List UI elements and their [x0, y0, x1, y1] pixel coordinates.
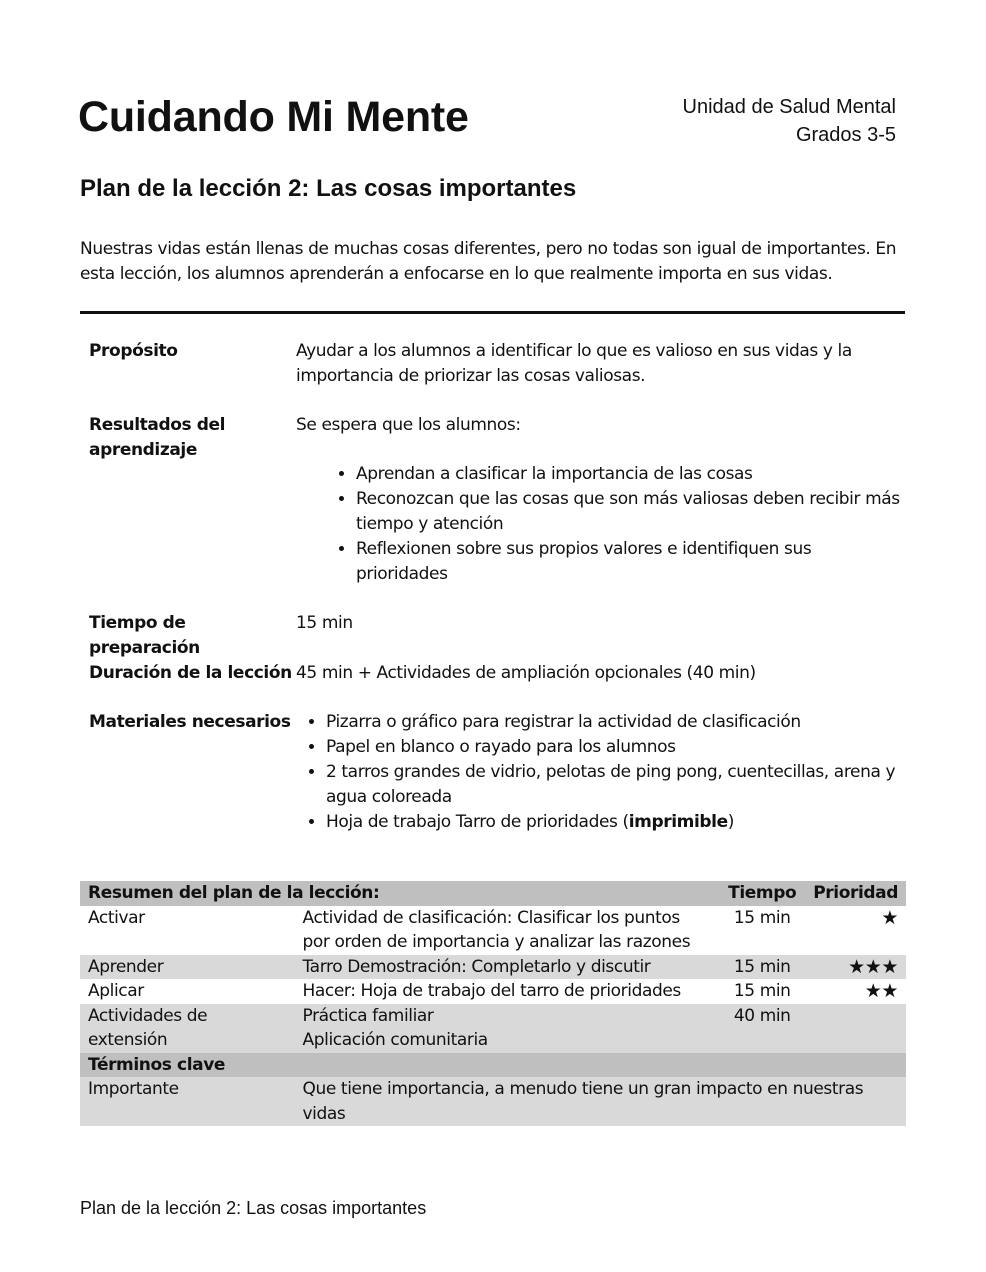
duration-row [89, 661, 905, 686]
page-title: Cuidando Mi Mente [78, 93, 469, 141]
purpose-row [89, 339, 905, 389]
outcome-item: • Reflexionen sobre sus propios valores e identifiquen sus prioridades [356, 537, 905, 587]
outcome-item: • Aprendan a clasificar la importancia de las cosas [356, 462, 905, 487]
materials-list [296, 710, 905, 835]
phase-cell: Actividades de extensión [80, 1004, 295, 1053]
term-cell: Importante [80, 1077, 295, 1126]
material-close: ) [727, 812, 734, 832]
phase-cell: Aplicar [80, 979, 295, 1004]
outcomes-intro: Se espera que los alumnos: [296, 415, 521, 435]
time-cell: 15 min [719, 955, 805, 980]
material-text: Hoja de trabajo Tarro de prioridades ( [326, 812, 629, 832]
lesson-title: Plan de la lección 2: Las cosas importantes [80, 175, 577, 202]
time-header: Tiempo [719, 881, 805, 906]
priority-stars: ★ [805, 906, 906, 955]
duration-label: Duración de la lección [89, 663, 292, 683]
table-row [80, 1004, 906, 1053]
printable-link[interactable]: imprimible [628, 812, 728, 832]
material-item: • 2 tarros grandes de vidrio, pelotas de ping pong, cuentecillas, arena y agua coloreada [326, 760, 905, 810]
duration-value: 45 min + Actividades de ampliación opcionales (40 min) [296, 663, 756, 683]
time-cell: 15 min [719, 979, 805, 1004]
activity-line: Aplicación comunitaria [302, 1030, 488, 1050]
priority-stars: ★★ [805, 979, 906, 1004]
key-terms-header: Términos clave [80, 1053, 295, 1078]
term-row [80, 1077, 906, 1126]
materials-row [89, 710, 905, 835]
prep-row [89, 611, 905, 661]
priority-header: Prioridad [805, 881, 906, 906]
key-terms-header-row [80, 1053, 906, 1078]
unit-info [683, 93, 896, 149]
divider [80, 311, 905, 314]
outcomes-label: Resultados del aprendizaje [89, 415, 226, 460]
time-cell: 15 min [719, 906, 805, 955]
grade-range: Grados 3-5 [795, 124, 896, 146]
priority-stars [805, 1004, 906, 1053]
table-row [80, 979, 906, 1004]
table-row [80, 955, 906, 980]
purpose-label: Propósito [89, 341, 178, 361]
lesson-summary-table [80, 881, 906, 1126]
definition-cell: Que tiene importancia, a menudo tiene un gran impacto en nuestras vidas [295, 1077, 906, 1126]
time-cell: 40 min [719, 1004, 805, 1053]
outcome-item: • Reconozcan que las cosas que son más valiosas deben recibir más tiempo y atención [356, 487, 905, 537]
phase-cell: Activar [80, 906, 295, 955]
summary-header: Resumen del plan de la lección: [80, 881, 719, 906]
purpose-text: Ayudar a los alumnos a identificar lo que es valioso en sus vidas y la importancia de priorizar las cosas valiosas. [296, 341, 852, 386]
phase-cell: Aprender [80, 955, 295, 980]
activity-cell: Tarro Demostración: Completarlo y discutir [295, 955, 720, 980]
unit-name: Unidad de Salud Mental [682, 96, 896, 118]
priority-stars: ★★★ [805, 955, 906, 980]
prep-label: Tiempo de preparación [89, 613, 200, 658]
prep-value: 15 min [296, 613, 353, 633]
table-row [80, 906, 906, 955]
materials-content [296, 710, 905, 835]
outcomes-row [89, 413, 905, 587]
material-item [326, 810, 905, 835]
activity-cell [295, 1004, 720, 1053]
activity-cell: Actividad de clasificación: Clasificar los puntos por orden de importancia y analizar las razones [295, 906, 720, 955]
outcomes-content [296, 413, 905, 587]
materials-label: Materiales necesarios [89, 712, 291, 732]
material-item: • Pizarra o gráfico para registrar la actividad de clasificación [326, 710, 905, 735]
intro-paragraph: Nuestras vidas están llenas de muchas cosas diferentes, pero no todas son igual de importantes. En esta lección, los alumnos aprenderán a enfocarse en lo que realmente importa en sus vidas. [80, 239, 897, 284]
activity-line: Práctica familiar [302, 1005, 434, 1026]
outcomes-list [296, 462, 905, 587]
lesson-info [89, 339, 905, 835]
summary-header-row [80, 881, 906, 906]
material-item: • Papel en blanco o rayado para los alumnos [326, 735, 905, 760]
activity-cell: Hacer: Hoja de trabajo del tarro de prioridades [295, 979, 720, 1004]
page-footer: Plan de la lección 2: Las cosas importantes [80, 1198, 427, 1218]
